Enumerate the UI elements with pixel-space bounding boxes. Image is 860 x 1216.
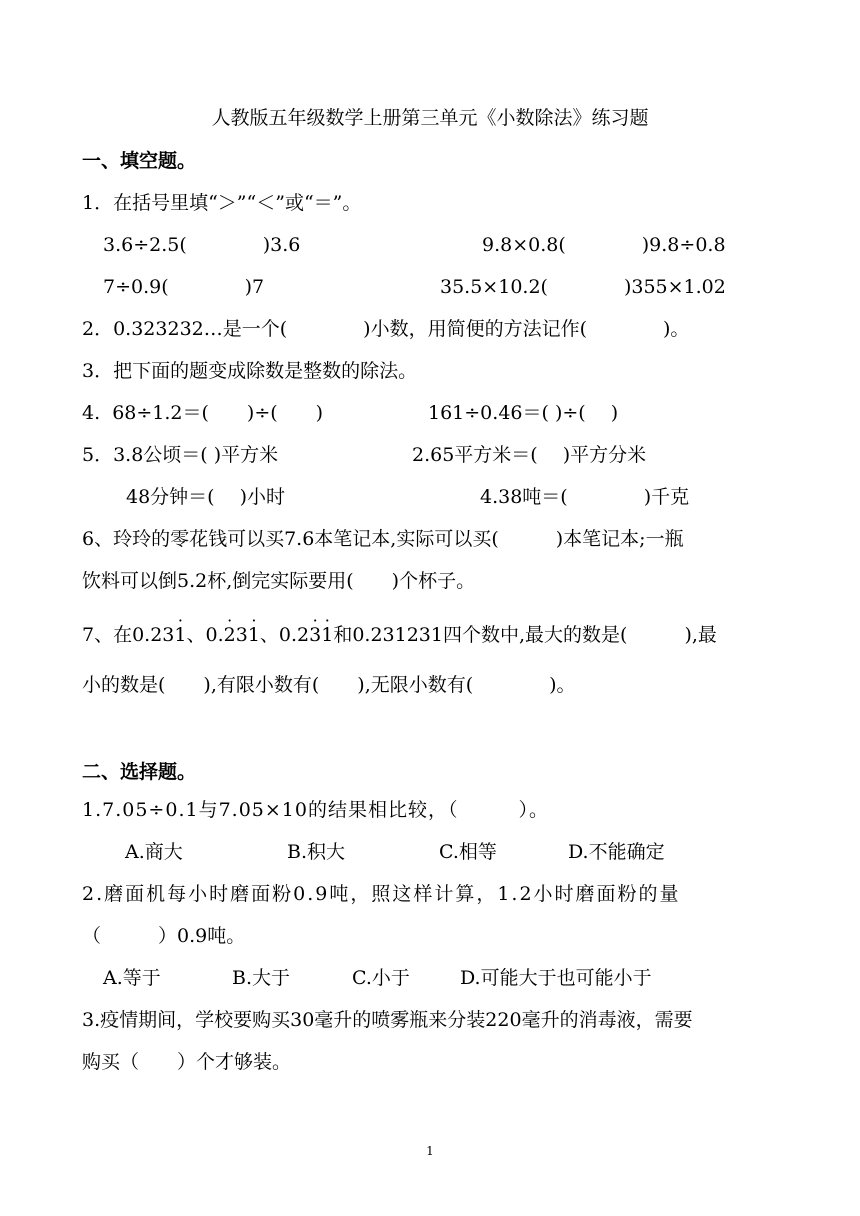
choice-question-2-line2: （ ）0.9吨。 [82,925,246,947]
q7-c-digit: · 1 [321,623,333,647]
q7-c-digit: · 3 [309,623,321,647]
question-5b: 2.65平方米＝( )平方分米 [412,444,647,466]
choice-1-option-a: A.商大 [125,841,183,863]
question-1: 1．在括号里填“＞”“＜”或“＝”。 [82,192,362,214]
question-2: 2．0.323232…是一个( )小数，用简便的方法记作( )。 [82,318,690,340]
question-5a: 5．3.8公顷＝( )平方米 [82,444,279,466]
q7-text-pre: 7、在0.23 [82,624,175,646]
question-4a: 4. 68÷1.2＝( )÷( ) [82,402,324,424]
question-6-line2: 饮料可以倒5.2杯,倒完实际要用( )个杯子。 [82,570,476,592]
choice-2-option-a: A.等于 [103,967,161,989]
question-5c: 48分钟＝( )小时 [126,486,286,508]
choice-1-option-d: D.不能确定 [568,841,665,863]
question-3: 3．把下面的题变成除数是整数的除法。 [82,360,418,382]
choice-question-2-line1: 2.磨面机每小时磨面粉0.9吨，照这样计算，1.2小时磨面粉的量 [82,883,681,905]
q7-text-mid2: 、0.2 [259,624,310,646]
q7-text-post: 和0.231231四个数中,最大的数是( ),最 [333,624,717,646]
q7-b-digit: · 1 [248,623,260,647]
question-1c: 7÷0.9( )7 [103,276,265,298]
q7-repeating-digit-a: · 1 [174,623,186,647]
question-1a: 3.6÷2.5( )3.6 [103,234,301,256]
question-1b: 9.8×0.8( )9.8÷0.8 [482,234,726,256]
choice-2-option-c: C.小于 [352,967,410,989]
choice-question-1: 1.7.05÷0.1与7.05×10的结果相比较，（ ）。 [82,799,549,821]
choice-1-option-c: C.相等 [439,841,497,863]
question-7-line2: 小的数是( ),有限小数有( ),无限小数有( )。 [82,674,576,696]
question-5d: 4.38吨＝( )千克 [480,486,690,508]
choice-question-3-line1: 3.疫情期间，学校要购买30毫升的喷雾瓶来分装220毫升的消毒液，需要 [82,1009,693,1031]
q7-repeating-digits-c [309,623,333,647]
q7-text-mid1: 、0. [186,624,224,646]
choice-1-option-b: B.积大 [287,841,346,863]
question-4b: 161÷0.46＝( )÷( ) [428,402,619,424]
choice-2-option-d: D.可能大于也可能小于 [460,967,652,989]
page-number: 1 [426,1144,434,1158]
page-title: 人教版五年级数学上册第三单元《小数除法》练习题 [211,107,649,129]
choice-question-3-line2: 购买（ ）个才够装。 [82,1051,292,1073]
section-heading-choice: 二、选择题。 [82,761,197,783]
question-6-line1: 6、玲玲的零花钱可以买7.6本笔记本,实际可以买( )本笔记本;一瓶 [82,528,684,550]
section-heading-fill-in: 一、填空题。 [82,150,197,172]
q7-b-digit: · 2 [224,623,236,647]
question-1d: 35.5×10.2( )355×1.02 [440,276,726,298]
q7-repeating-digits-b: · 23· 1 [224,623,260,647]
choice-2-option-b: B.大于 [232,967,291,989]
question-7-line1 [82,623,717,647]
